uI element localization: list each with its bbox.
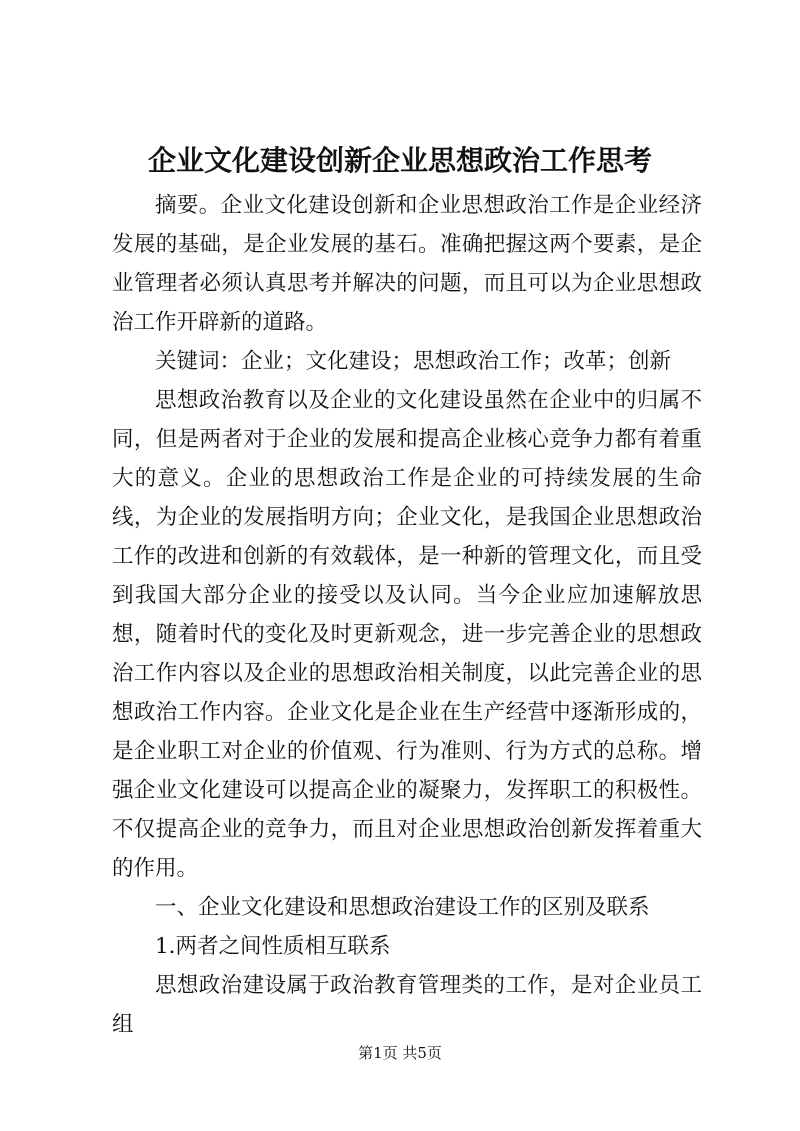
section-heading: 一、企业文化建设和思想政治建设工作的区别及联系 [155,895,650,920]
document-title: 企业文化建设创新企业思想政治工作思考 [147,144,652,177]
abstract-paragraph: 摘要。企业文化建设创新和企业思想政治工作是企业经济发展的基础，是企业发展的基石。准确把握这两个要素，是企业管理者必须认真思考并解决的问题，而且可以为企业思想政治工作开辟新的道路。 [112,193,702,335]
page-footer: 第1页 共5页 [358,1044,442,1062]
document-body [112,186,702,1044]
keywords-paragraph: 关键词：企业；文化建设；思想政治工作；改革；创新 [155,349,672,374]
subsection-heading: 1.两者之间性质相互联系 [155,934,391,959]
subsection-paragraph: 思想政治建设属于政治教育管理类的工作，是对企业员工组 [112,973,702,1037]
intro-paragraph: 思想政治教育以及企业的文化建设虽然在企业中的归属不同，但是两者对于企业的发展和提高企业核心竞争力都有着重大的意义。企业的思想政治工作是企业的可持续发展的生命线，为企业的发展指明方向；企业文化，是我国企业思想政治工作的改进和创新的有效载体，是一种新的管理文化，而且受到我国大部分企业的接受以及认同。当今企业应加速解放思想，随着时代的变化及时更新观念，进一步完善企业的思想政治工作内容以及企业的思想政治相关制度，以此完善企业的思想政治工作内容。企业文化是企业在生产经营中逐渐形成的，是企业职工对企业的价值观、行为准则、行为方式的总称。增强企业文化建设可以提高企业的凝聚力，发挥职工的积极性。不仅提高企业的竞争力，而且对企业思想政治创新发挥着重大的作用。 [112,388,702,881]
